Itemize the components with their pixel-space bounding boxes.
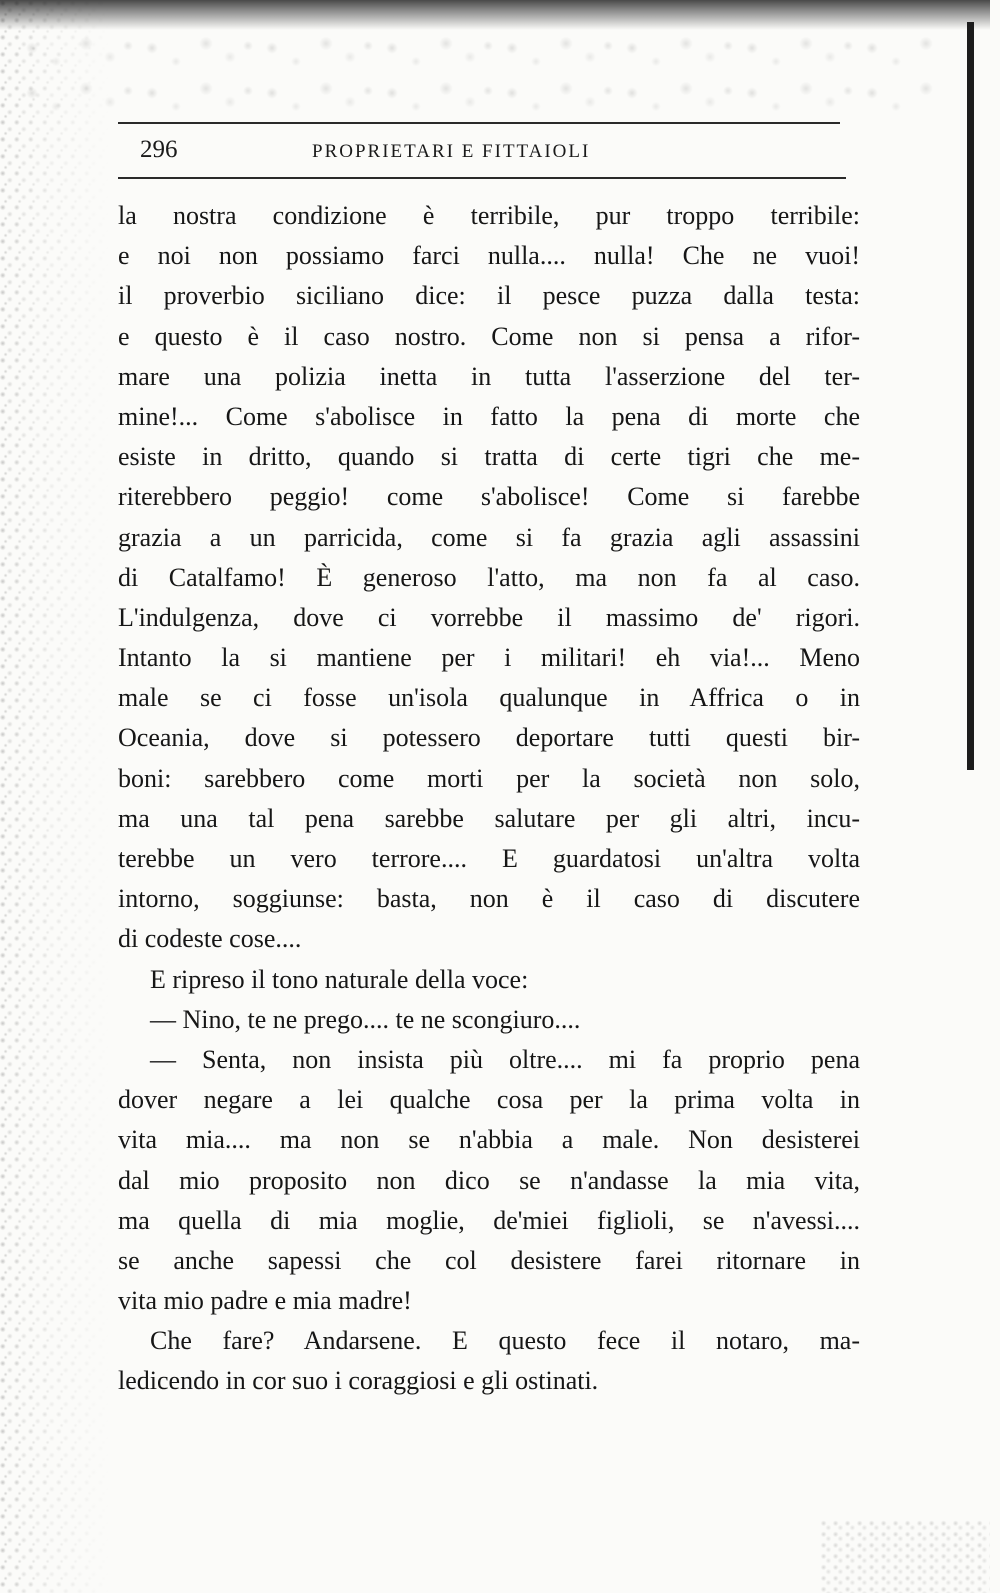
text-line: mare una polizia inetta in tutta l'asserzione del ter-	[118, 361, 860, 391]
text-line: il proverbio siciliano dice: il pesce puzza dalla testa:	[118, 281, 860, 311]
text-line: di codeste cose....	[118, 924, 302, 954]
text-line: riterebbero peggio! come s'abolisce! Come si farebbe	[118, 482, 860, 512]
text-line: dover negare a lei qualche cosa per la prima volta in	[118, 1085, 860, 1115]
body-text	[118, 196, 860, 1402]
text-line: e noi non possiamo farci nulla.... nulla! Che ne vuoi!	[118, 241, 860, 271]
text-line: vita mia.... ma non se n'abbia a male. Non desisterei	[118, 1125, 860, 1155]
scan-top-noise	[20, 30, 940, 120]
text-line: Intanto la si mantiene per i militari! eh via!... Meno	[118, 643, 860, 673]
text-line: Oceania, dove si potessero deportare tutti questi bir-	[118, 723, 860, 753]
scan-right-edge	[967, 22, 974, 770]
text-line: ma una tal pena sarebbe salutare per gli altri, incu-	[118, 803, 860, 833]
scan-top-edge	[0, 0, 990, 30]
text-line: ledicendo in cor suo i coraggiosi e gli ostinati.	[118, 1366, 599, 1396]
text-line: E ripreso il tono naturale della voce:	[150, 964, 529, 994]
running-head: PROPRIETARI E FITTAIOLI	[312, 141, 591, 162]
page-number: 296	[140, 136, 178, 163]
text-line: — Senta, non insista più oltre.... mi fa proprio pena	[150, 1044, 860, 1074]
scan-bottom-noise	[820, 1520, 990, 1593]
header-rule-top	[118, 122, 840, 124]
text-line: mine!... Come s'abolisce in fatto la pena di morte che	[118, 401, 860, 431]
text-line: esiste in dritto, quando si tratta di certe tigri che me-	[118, 442, 860, 472]
text-line: terebbe un vero terrore.... E guardatosi un'altra volta	[118, 844, 860, 873]
header-rule-bottom	[118, 177, 846, 179]
text-line: intorno, soggiunse: basta, non è il caso di discutere	[118, 884, 860, 914]
text-line: dal mio proposito non dico se n'andasse la mia vita,	[118, 1165, 860, 1195]
text-line: boni: sarebbero come morti per la società non solo,	[118, 763, 860, 793]
text-line: male se ci fosse un'isola qualunque in Affrica o in	[118, 683, 860, 713]
text-line: se anche sapessi che col desistere farei ritornare in	[118, 1245, 860, 1275]
scan-left-edge	[0, 0, 110, 1593]
text-line: — Nino, te ne prego.... te ne scongiuro....	[150, 1004, 581, 1034]
text-line: di Catalfamo! È generoso l'atto, ma non fa al caso.	[118, 562, 860, 592]
text-line: ma quella di mia moglie, de'miei figlioli, se n'avessi....	[118, 1205, 860, 1235]
text-line: grazia a un parricida, come si fa grazia agli assassini	[118, 522, 860, 552]
text-line: L'indulgenza, dove ci vorrebbe il massimo de' rigori.	[118, 602, 860, 632]
text-line: la nostra condizione è terribile, pur troppo terribile:	[118, 201, 860, 230]
text-line: Che fare? Andarsene. E questo fece il notaro, ma-	[150, 1326, 860, 1356]
text-line: vita mio padre e mia madre!	[118, 1286, 412, 1316]
text-line: e questo è il caso nostro. Come non si pensa a rifor-	[118, 321, 860, 351]
